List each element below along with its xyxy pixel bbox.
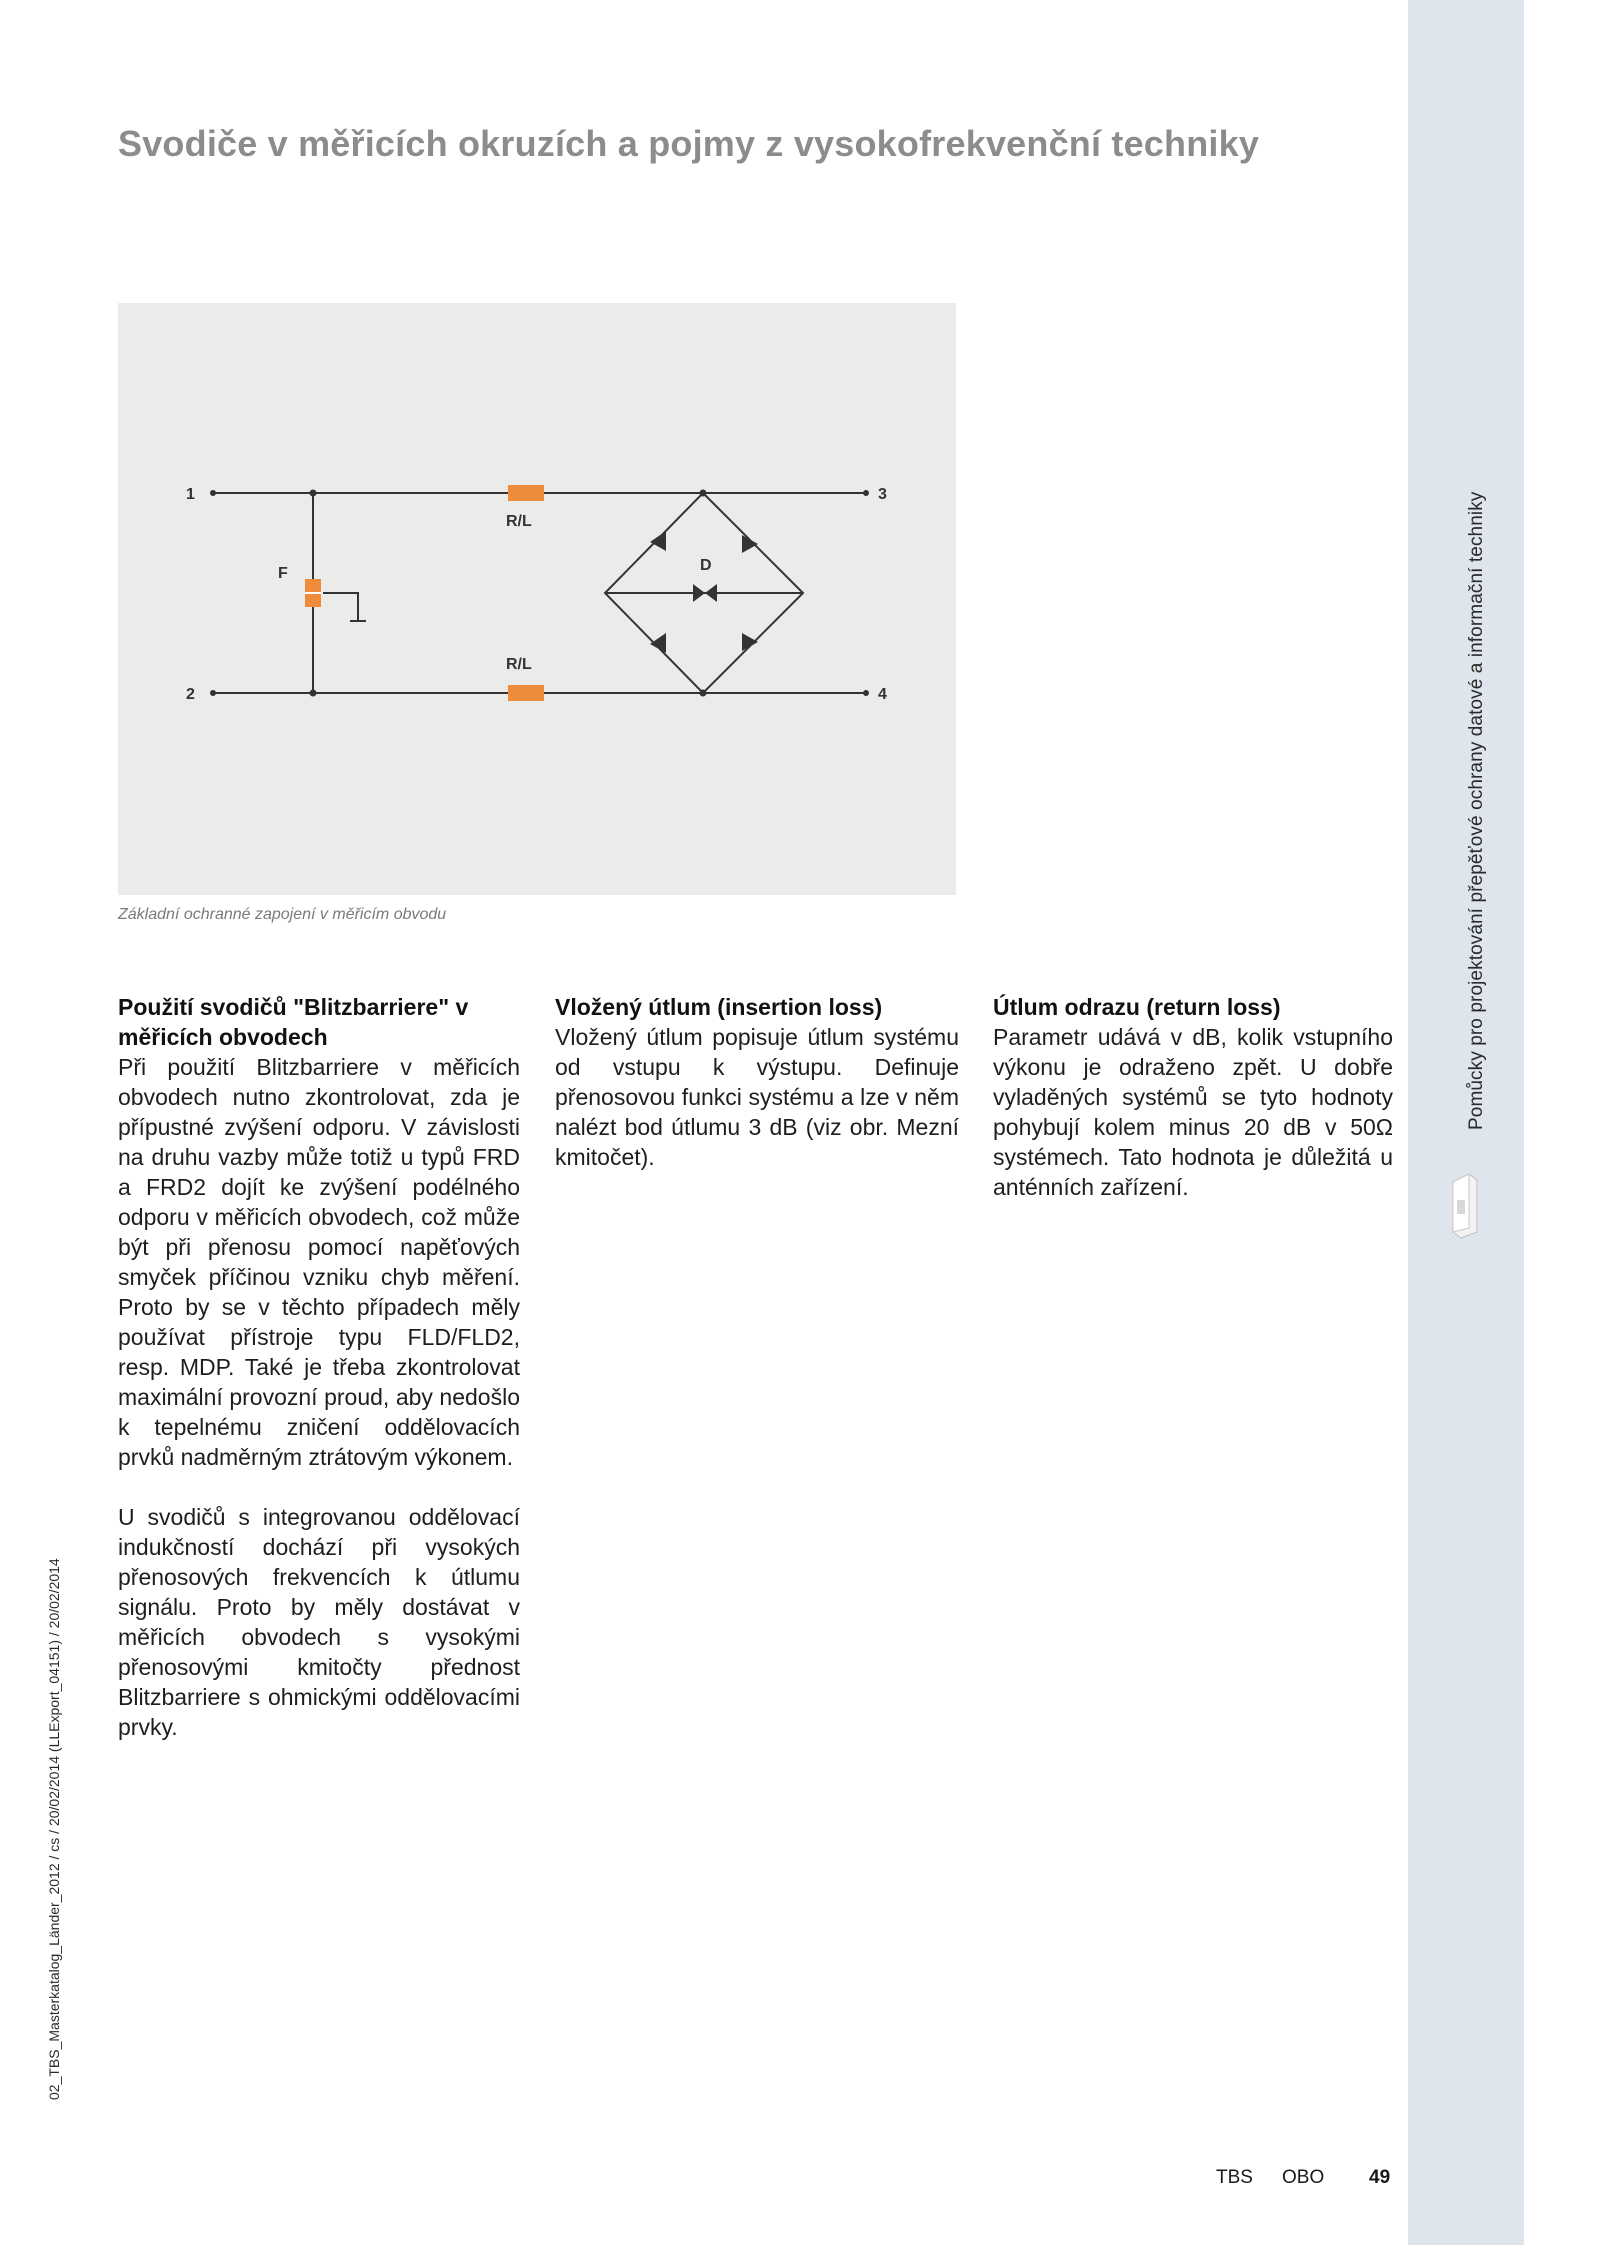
footer-section-code: TBS bbox=[1216, 2167, 1253, 2188]
terminal-2-label: 2 bbox=[186, 686, 195, 703]
column-insertion-loss bbox=[555, 992, 959, 1172]
circuit-diagram bbox=[118, 303, 956, 895]
paragraph: Vložený útlum popisuje útlum systému od vstupu k výstupu. Definuje přenosovou funkci systému a lze v něm nalézt bod útlumu 3 dB (viz obr. Mezní kmitočet). bbox=[555, 1024, 959, 1170]
terminal-3-label: 3 bbox=[878, 486, 887, 503]
diode-label: D bbox=[700, 557, 712, 574]
sidebar-section-title: Pomůcky pro projektování přepěťové ochrany datové a informační techniky bbox=[1466, 491, 1487, 1130]
diode-d4 bbox=[742, 633, 758, 651]
column-heading: Použití svodičů "Blitzbarriere" v měřicích obvodech bbox=[118, 994, 469, 1050]
diode-d1 bbox=[650, 531, 666, 551]
column-blitzbarriere bbox=[118, 992, 520, 1742]
terminal-4-label: 4 bbox=[878, 686, 887, 703]
diode-d3 bbox=[650, 633, 666, 653]
paragraph: U svodičů s integrovanou oddělovací indukčností dochází při vysokých přenosových frekvencích k útlumu signálu. Proto by měly dostávat v měřicích obvodech s vysokými přenosovými kmitočty přednost Blitzbarriere s ohmickými oddělovacími prvky. bbox=[118, 1504, 520, 1740]
figure-caption: Základní ochranné zapojení v měřicím obvodu bbox=[118, 906, 447, 923]
ground-wire bbox=[323, 593, 358, 621]
arrester-label: F bbox=[278, 565, 288, 582]
column-heading: Vložený útlum (insertion loss) bbox=[555, 994, 883, 1020]
resistor-top-label: R/L bbox=[506, 513, 532, 530]
resistor-bottom bbox=[508, 685, 544, 701]
resistor-top bbox=[508, 485, 544, 501]
column-return-loss bbox=[993, 992, 1393, 1202]
circuit-figure bbox=[118, 303, 956, 895]
document-id-text: 02_TBS_Masterkatalog_Länder_2012 / cs / 20/02/2014 (LLExport_04151) / 20/02/2014 bbox=[46, 1558, 62, 2100]
paragraph: Parametr udává v dB, kolik vstupního výkonu je odraženo zpět. U dobře vyladěných systémů se tyto hodnoty pohybují kolem minus 20 dB v 50Ω systémech. Tato hodnota je důležitá u anténních zařízení. bbox=[993, 1024, 1393, 1200]
page-number: 49 bbox=[1369, 2167, 1391, 2188]
diode-d2 bbox=[742, 535, 758, 553]
tvs-diode bbox=[693, 584, 705, 602]
page-title: Svodiče v měřicích okruzích a pojmy z vysokofrekvenční techniky bbox=[118, 123, 1260, 164]
footer-logo-text: OBO bbox=[1282, 2167, 1325, 2188]
column-heading: Útlum odrazu (return loss) bbox=[993, 994, 1281, 1020]
terminal-1-label: 1 bbox=[186, 486, 195, 503]
product-thumbnail-icon bbox=[1447, 1170, 1483, 1240]
resistor-bottom-label: R/L bbox=[506, 656, 532, 673]
paragraph: Při použití Blitzbarriere v měřicích obvodech nutno zkontrolovat, zda je přípustné zvýšení odporu. V závislosti na druhu vazby může totiž u typů FRD a FRD2 dojít ke zvýšení podélného odporu v měřicích obvodech, což může být při přenosu pomocí napěťových smyček příčinou vzniku chyb měření. Proto by se v těchto případech měly používat přístroje typu FLD/FLD2, resp. MDP. Také je třeba zkontrolovat maximální provozní proud, aby nedošlo k tepelnému zničení oddělovacích prvků nadměrným ztrátovým výkonem. bbox=[118, 1054, 520, 1470]
